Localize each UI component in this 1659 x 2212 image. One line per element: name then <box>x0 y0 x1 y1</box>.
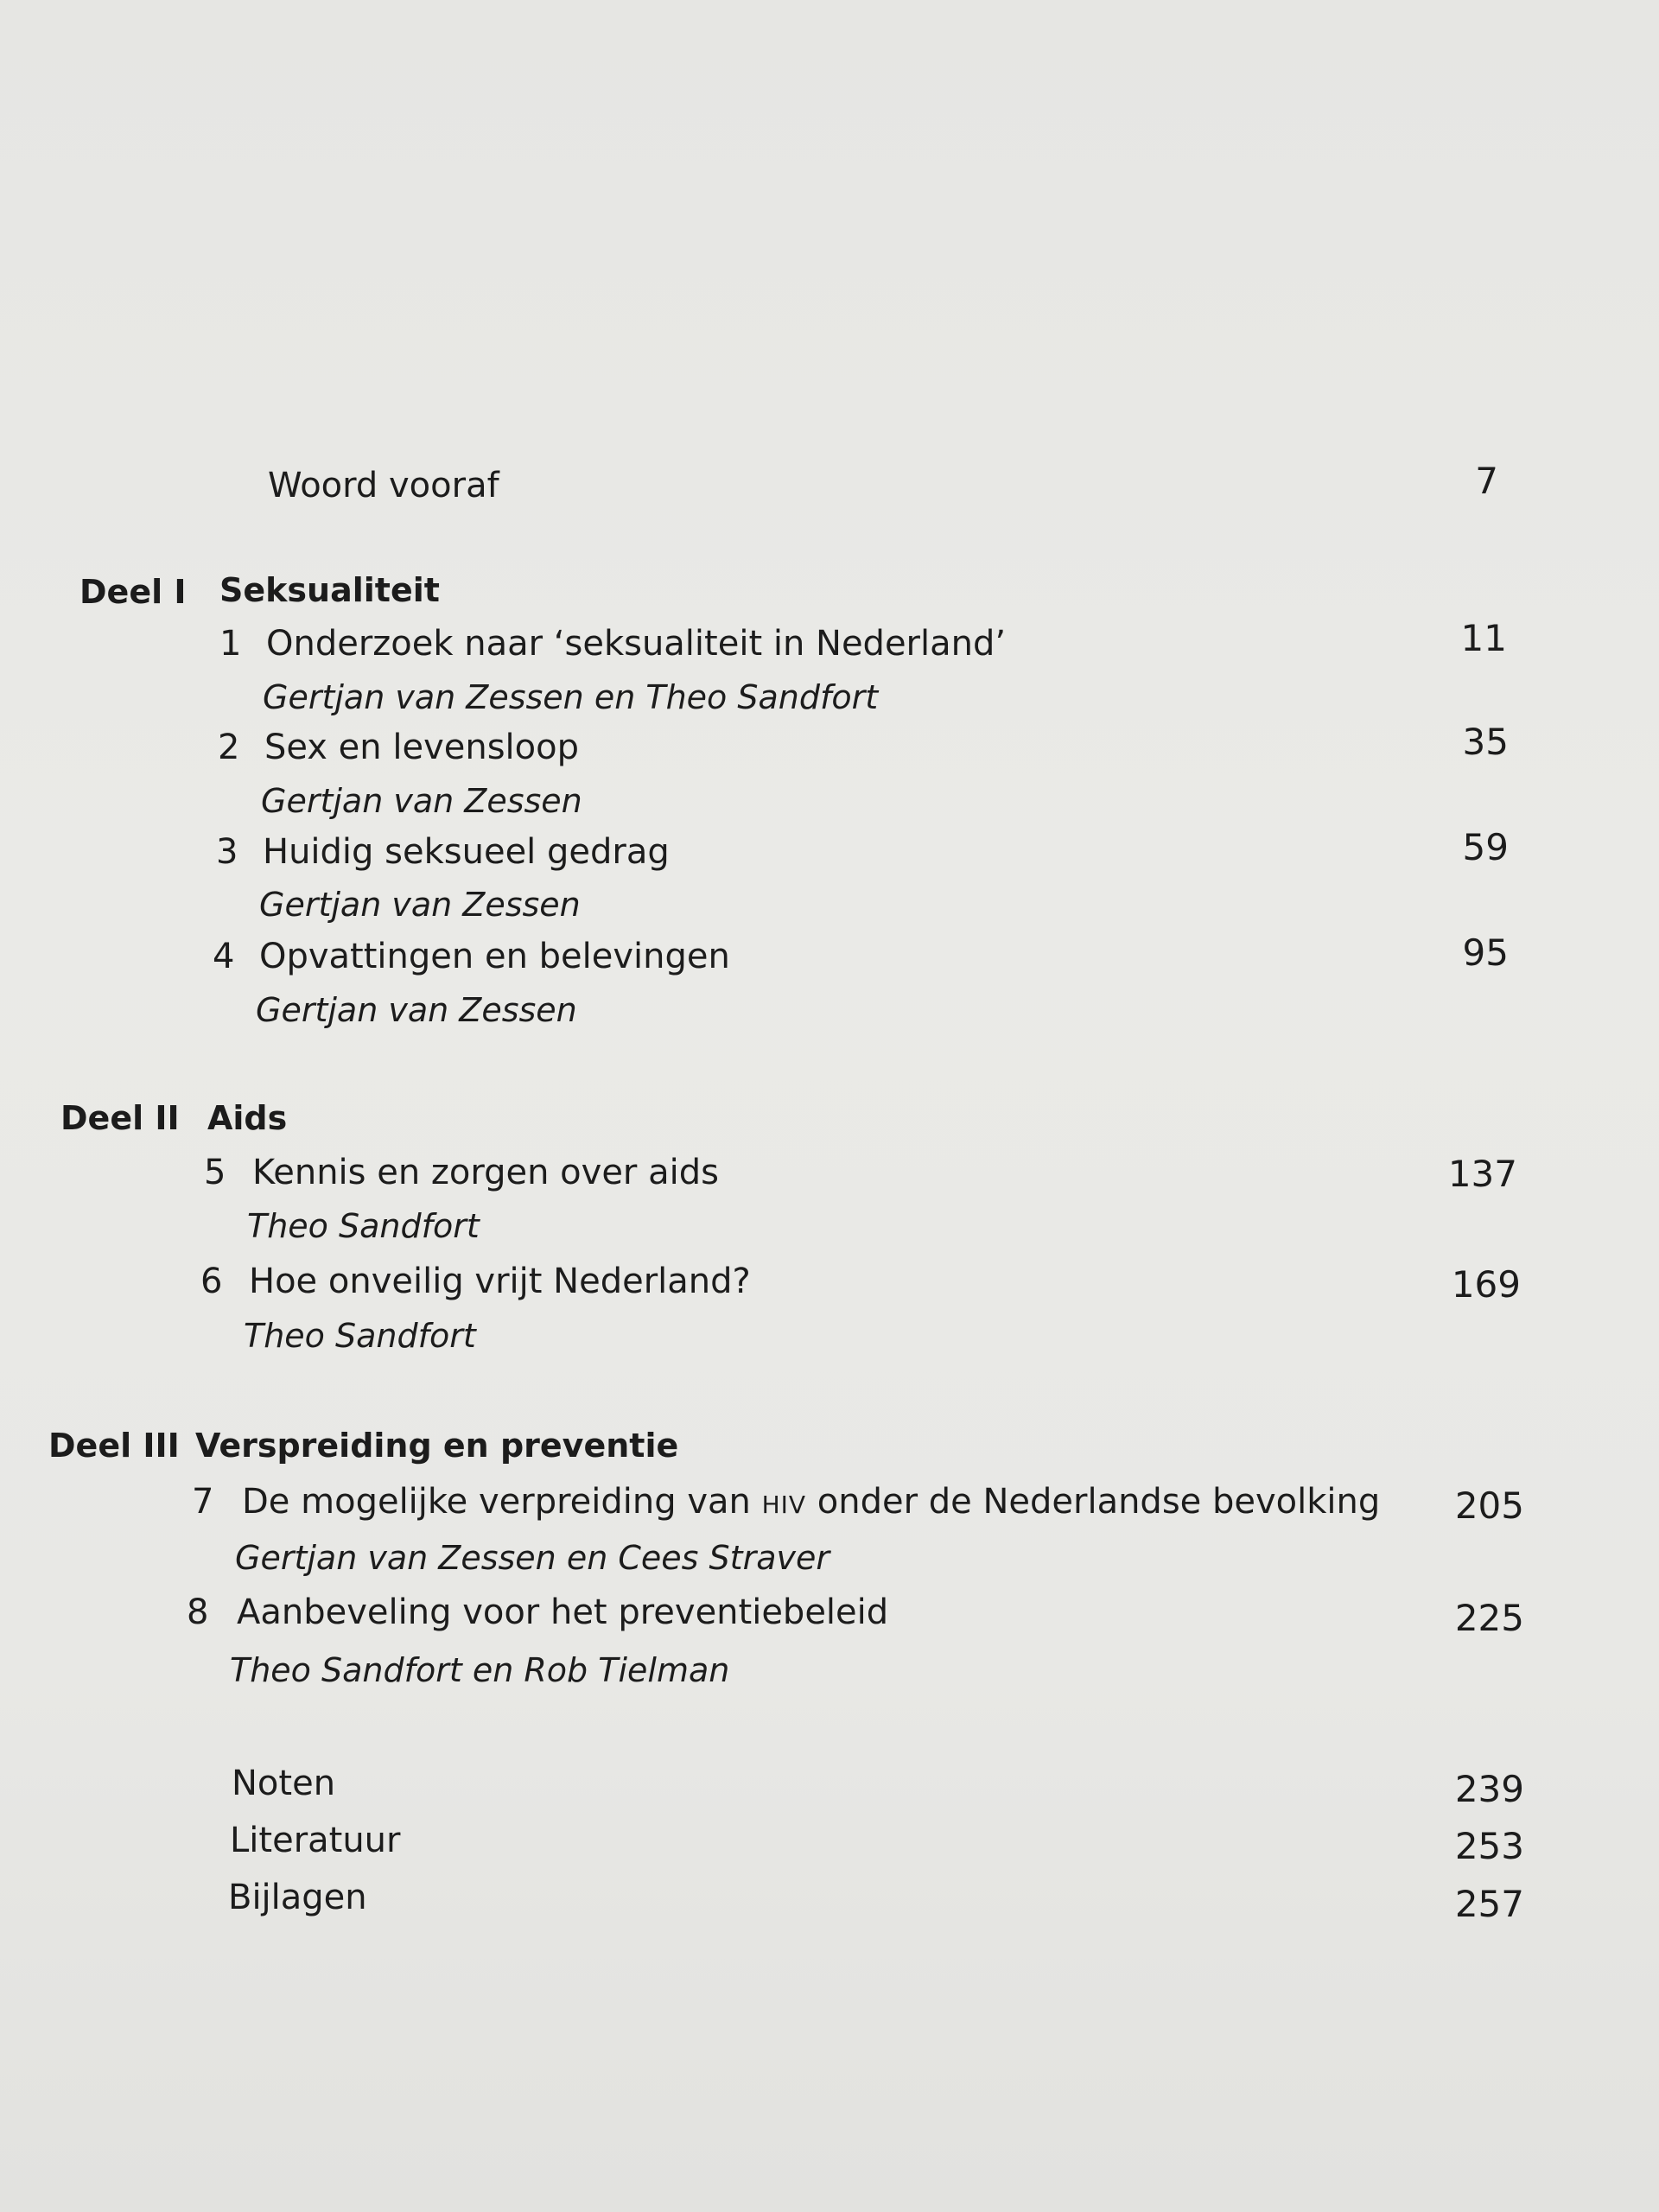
chapter-number: 8 <box>187 1592 209 1632</box>
chapter-number: 2 <box>218 728 240 767</box>
part-title: Seksualiteit <box>219 571 440 609</box>
back-matter-page: 239 <box>1454 1768 1524 1810</box>
back-matter-title: Bijlagen <box>228 1878 367 1917</box>
chapter-number: 5 <box>204 1153 226 1192</box>
part-label: Deel II <box>60 1099 180 1137</box>
chapter-number: 3 <box>216 832 238 872</box>
hiv-abbreviation: HIV <box>761 1491 807 1519</box>
chapter-page: 137 <box>1447 1153 1517 1195</box>
chapter-page: 169 <box>1451 1263 1521 1306</box>
chapter-page: 11 <box>1460 617 1507 659</box>
chapter-title-part: De mogelijke verpreiding van <box>242 1482 762 1522</box>
chapter-author: Gertjan van Zessen en Theo Sandfort <box>263 678 879 716</box>
chapter-page: 95 <box>1462 931 1509 974</box>
chapter-page: 225 <box>1454 1597 1524 1639</box>
chapter-title: Sex en levensloop <box>264 728 580 767</box>
preface-page: 7 <box>1475 460 1498 502</box>
chapter-author: Theo Sandfort <box>244 1317 476 1355</box>
chapter-title <box>242 1482 1381 1522</box>
back-matter-title: Literatuur <box>230 1821 401 1860</box>
chapter-author: Gertjan van Zessen <box>259 886 581 924</box>
back-matter-title: Noten <box>232 1764 336 1803</box>
part-title: Verspreiding en preventie <box>195 1427 679 1465</box>
back-matter-page: 257 <box>1454 1883 1524 1925</box>
chapter-page: 205 <box>1454 1484 1524 1527</box>
part-label: Deel III <box>48 1427 180 1465</box>
chapter-title: Onderzoek naar ‘seksualiteit in Nederland’ <box>266 624 1007 664</box>
chapter-author: Theo Sandfort <box>247 1207 480 1245</box>
chapter-number: 6 <box>200 1262 223 1301</box>
chapter-title-part: onder de Nederlandse bevolking <box>806 1482 1381 1522</box>
chapter-number: 1 <box>219 624 242 664</box>
chapter-number: 7 <box>192 1482 214 1522</box>
chapter-author: Gertjan van Zessen <box>261 782 582 820</box>
chapter-title: Hoe onveilig vrijt Nederland? <box>249 1262 751 1301</box>
chapter-title: Huidig seksueel gedrag <box>263 832 670 872</box>
chapter-title: Opvattingen en belevingen <box>259 937 730 976</box>
chapter-page: 35 <box>1462 721 1509 763</box>
part-title: Aids <box>207 1099 288 1137</box>
chapter-page: 59 <box>1462 826 1509 868</box>
chapter-author: Theo Sandfort en Rob Tielman <box>230 1651 730 1689</box>
part-label: Deel I <box>79 573 187 611</box>
chapter-number: 4 <box>213 937 235 976</box>
chapter-author: Gertjan van Zessen en Cees Straver <box>235 1539 830 1577</box>
chapter-author: Gertjan van Zessen <box>256 991 577 1029</box>
chapter-title: Kennis en zorgen over aids <box>252 1153 719 1192</box>
preface-title: Woord vooraf <box>268 466 499 505</box>
back-matter-page: 253 <box>1454 1825 1524 1867</box>
chapter-title: Aanbeveling voor het preventiebeleid <box>237 1592 889 1632</box>
